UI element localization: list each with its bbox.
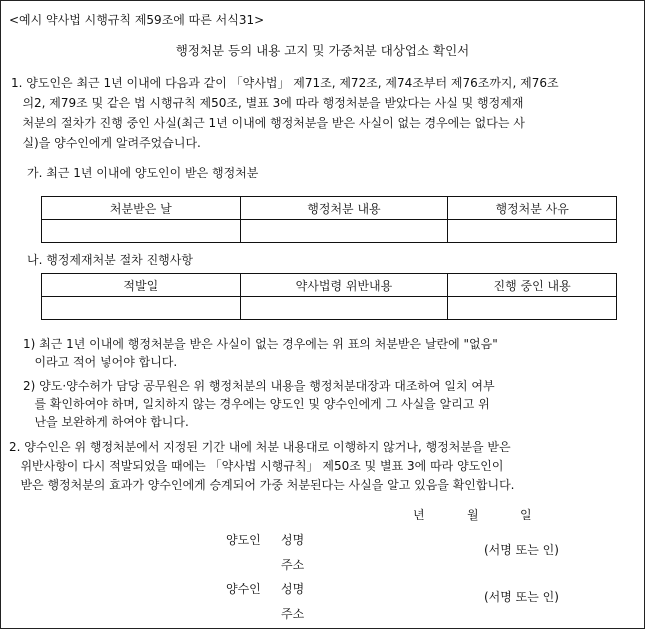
detection-date-cell[interactable]	[42, 297, 241, 320]
note-line: 이라고 적어 넣어야 합니다.	[23, 355, 178, 369]
note-line: 2) 양도·양수허가 담당 공무원은 위 행정처분의 내용을 행정처분대장과 대조하여 일치 여부	[23, 379, 495, 393]
note-line: 1) 최근 1년 이내에 행정처분을 받은 사실이 없는 경우에는 위 표의 처분받은 날란에 "없음"	[23, 337, 498, 351]
date-day-label: 일	[520, 508, 532, 522]
column-header: 진행 중인 내용	[448, 274, 617, 297]
table-header-row	[42, 274, 617, 297]
column-header: 처분받은 날	[42, 197, 241, 220]
transferee-role: 양수인	[226, 582, 261, 596]
column-header: 행정처분 사유	[448, 197, 617, 220]
transferee-name-label: 성명	[281, 582, 305, 596]
date-year-label: 년	[413, 508, 425, 522]
transferee-address-label: 주소	[281, 607, 305, 621]
transferor-sign-hint: (서명 또는 인)	[484, 543, 559, 557]
disposition-date-cell[interactable]	[42, 220, 241, 243]
note-2	[23, 377, 495, 431]
table-header-row	[42, 197, 617, 220]
disposition-reason-cell[interactable]	[448, 220, 617, 243]
disposition-content-cell[interactable]	[240, 220, 448, 243]
paragraph-2-line: 받은 행정처분의 효과가 양수인에게 승계되어 가중 처분된다는 사실을 알고 있음을 확인합니다.	[9, 478, 515, 492]
paragraph-1-line: 실)을 양수인에게 알려주었습니다.	[11, 136, 201, 150]
transferee-sign-hint: (서명 또는 인)	[484, 590, 559, 604]
transferor-name-label: 성명	[281, 533, 305, 547]
note-1	[23, 335, 498, 371]
document-title: 행정처분 등의 내용 고지 및 가중처분 대상업소 확인서	[175, 43, 470, 58]
table-row	[42, 220, 617, 243]
column-header: 적발일	[42, 274, 241, 297]
recent-dispositions-table	[41, 196, 617, 243]
paragraph-2	[9, 438, 515, 495]
paragraph-1-line: 처분의 절차가 진행 중인 사실(최근 1년 이내에 행정처분을 받은 사실이 없는 경우에는 없다는 사	[11, 116, 525, 130]
ongoing-content-cell[interactable]	[448, 297, 617, 320]
date-month-label: 월	[467, 508, 479, 522]
table-row	[42, 297, 617, 320]
note-line: 난을 보완하게 하여야 합니다.	[23, 415, 189, 429]
paragraph-1	[11, 73, 559, 153]
transferor-role: 양도인	[226, 533, 261, 547]
column-header: 행정처분 내용	[240, 197, 448, 220]
form-reference-label: <예시 약사법 시행규칙 제59조에 따른 서식31>	[9, 13, 265, 27]
paragraph-1-line: 1. 양도인은 최근 1년 이내에 다음과 같이 「약사법」 제71조, 제72조, 제74조부터 제76조까지, 제76조	[11, 76, 559, 90]
section-b-label: 나. 행정제재처분 절차 진행사항	[27, 253, 193, 267]
section-a-label: 가. 최근 1년 이내에 양도인이 받은 행정처분	[27, 166, 259, 180]
column-header: 약사법령 위반내용	[240, 274, 448, 297]
violation-content-cell[interactable]	[240, 297, 448, 320]
note-line: 를 확인하여야 하며, 일치하지 않는 경우에는 양도인 및 양수인에게 그 사실을 알리고 위	[23, 397, 490, 411]
paragraph-1-line: 의2, 제79조 및 같은 법 시행규칙 제50조, 별표 3에 따라 행정처분을 받았다는 사실 및 행정제재	[11, 96, 524, 110]
transferor-address-label: 주소	[281, 558, 305, 572]
paragraph-2-line: 위반사항이 다시 적발되었을 때에는 「약사법 시행규칙」 제50조 및 별표 3에 따라 양도인이	[9, 459, 504, 473]
paragraph-2-line: 2. 양수인은 위 행정처분에서 지정된 기간 내에 처분 내용대로 이행하지 않거나, 행정처분을 받은	[9, 440, 511, 454]
sanction-proceedings-table	[41, 273, 617, 320]
